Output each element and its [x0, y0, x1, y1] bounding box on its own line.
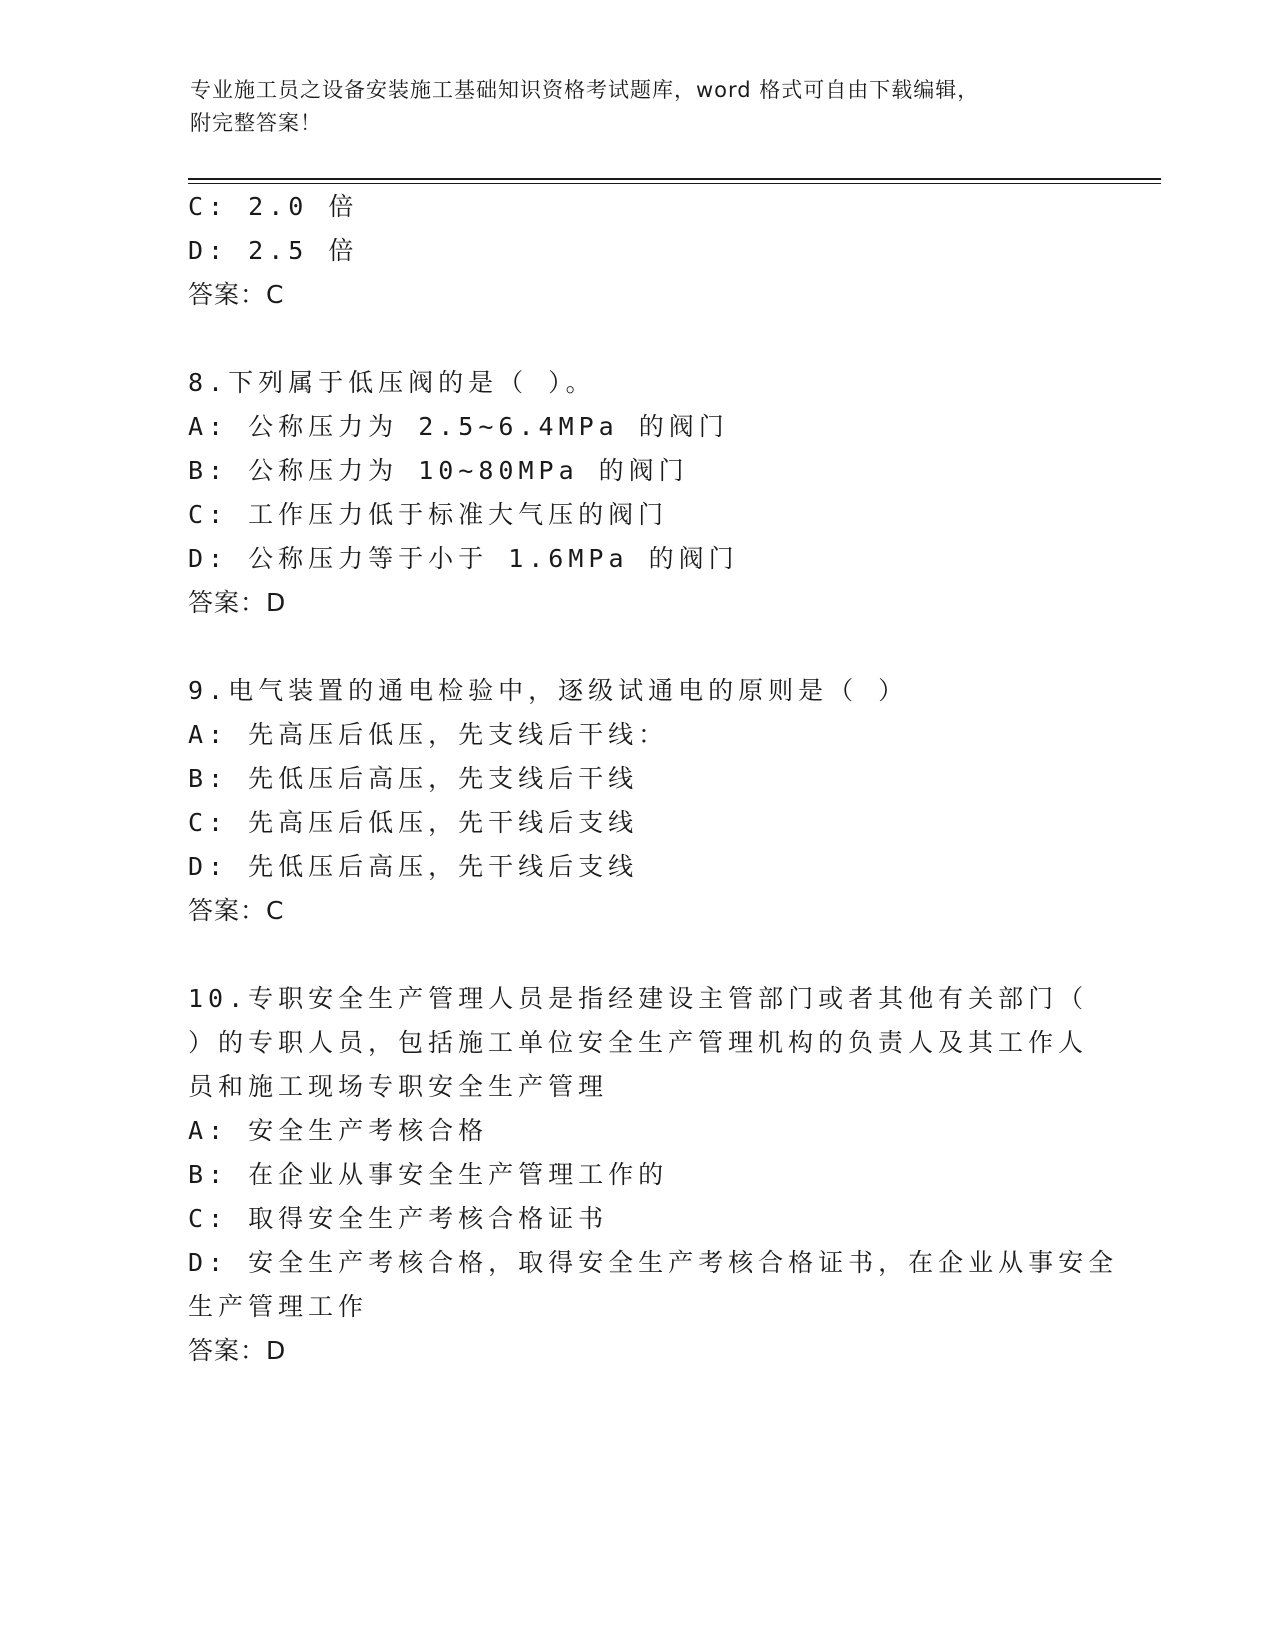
q8-option-d: D: 公称压力等于小于 1.6MPa 的阀门 — [188, 544, 739, 573]
header-divider-thin — [188, 183, 1161, 184]
q8-option-b: B: 公称压力为 10~80MPa 的阀门 — [188, 456, 689, 485]
q9-option-d: D: 先低压后高压，先干线后支线 — [188, 852, 639, 881]
q7-option-c: C: 2.0 倍 — [188, 192, 359, 221]
header-line-2: 附完整答案！ — [190, 111, 322, 135]
q10-option-a: A: 安全生产考核合格 — [188, 1116, 489, 1145]
q10-option-d-line-1: D: 安全生产考核合格，取得安全生产考核合格证书，在企业从事安全 — [188, 1248, 1119, 1277]
q8-stem: 8.下列属于低压阀的是（ ）。 — [188, 368, 596, 397]
q8-answer: 答案：D — [188, 588, 287, 617]
q10-option-b: B: 在企业从事安全生产管理工作的 — [188, 1160, 669, 1189]
document-header — [190, 74, 1090, 140]
q7-option-d: D: 2.5 倍 — [188, 236, 359, 265]
q8-option-c: C: 工作压力低于标准大气压的阀门 — [188, 500, 669, 529]
q10-option-c: C: 取得安全生产考核合格证书 — [188, 1204, 609, 1233]
q9-option-a: A: 先高压后低压，先支线后干线： — [188, 720, 669, 749]
q10-stem-line-3: 员和施工现场专职安全生产管理 — [188, 1072, 609, 1101]
q7-answer: 答案：C — [188, 280, 285, 309]
q9-stem: 9.电气装置的通电检验中，逐级试通电的原则是（ ） — [188, 676, 909, 705]
q10-answer: 答案：D — [188, 1336, 287, 1365]
header-divider-thick — [188, 178, 1161, 180]
q9-answer: 答案：C — [188, 896, 285, 925]
q9-option-c: C: 先高压后低压，先干线后支线 — [188, 808, 639, 837]
q10-stem-line-1: 10.专职安全生产管理人员是指经建设主管部门或者其他有关部门（ — [188, 984, 1089, 1013]
q10-stem-line-2: ）的专职人员，包括施工单位安全生产管理机构的负责人及其工作人 — [188, 1028, 1089, 1057]
header-line-1: 专业施工员之设备安装施工基础知识资格考试题库，word 格式可自由下载编辑， — [190, 78, 980, 102]
q8-option-a: A: 公称压力为 2.5~6.4MPa 的阀门 — [188, 412, 729, 441]
q9-option-b: B: 先低压后高压，先支线后干线 — [188, 764, 639, 793]
q10-option-d-line-2: 生产管理工作 — [188, 1292, 369, 1321]
